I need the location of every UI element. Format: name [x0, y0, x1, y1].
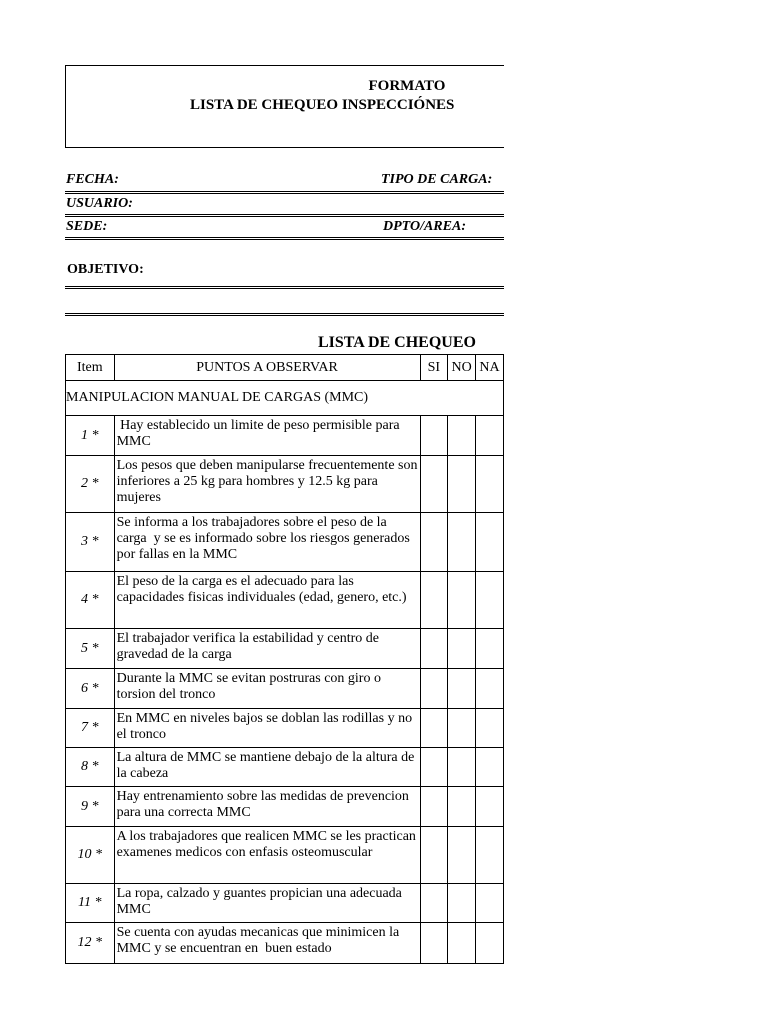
sede-underline: [65, 237, 504, 240]
item-number: 9 *: [66, 787, 115, 827]
answer-no-cell[interactable]: [448, 456, 476, 513]
answer-na-cell[interactable]: [476, 748, 504, 787]
form-title-formato: FORMATO: [368, 78, 446, 94]
table-row: [66, 884, 504, 923]
answer-no-cell[interactable]: [448, 709, 476, 748]
answer-na-cell[interactable]: [476, 572, 504, 629]
checklist-title: LISTA DE CHEQUEO: [318, 334, 476, 351]
objetivo-line-2: [65, 313, 504, 316]
item-number: 4 *: [66, 572, 115, 629]
answer-si-cell[interactable]: [420, 827, 448, 884]
dpto-area-label: DPTO/AREA:: [383, 219, 466, 234]
observation-cell: [114, 572, 420, 629]
answer-si-cell[interactable]: [420, 572, 448, 629]
answer-no-cell[interactable]: [448, 923, 476, 964]
answer-na-cell[interactable]: [476, 827, 504, 884]
observation-cell: [114, 513, 420, 572]
answer-no-cell[interactable]: [448, 629, 476, 669]
observation-text: El peso de la carga es el adecuado para las capacidades fisicas individuales (edad, genero, etc.): [116, 574, 407, 605]
answer-si-cell[interactable]: [420, 923, 448, 964]
table-row: [66, 669, 504, 709]
item-number: 8 *: [66, 748, 115, 787]
table-row: [66, 572, 504, 629]
item-number: 10 *: [66, 827, 115, 884]
fecha-label: FECHA:: [66, 172, 119, 187]
col-header-si: SI: [420, 355, 448, 381]
item-number: 3 *: [66, 513, 115, 572]
table-row: [66, 629, 504, 669]
answer-si-cell[interactable]: [420, 513, 448, 572]
table-header-row: [66, 355, 504, 381]
checklist-table: [65, 354, 504, 964]
item-number: 6 *: [66, 669, 115, 709]
answer-si-cell[interactable]: [420, 629, 448, 669]
answer-si-cell[interactable]: [420, 787, 448, 827]
observation-text: En MMC en niveles bajos se doblan las rodillas y no el tronco: [116, 711, 416, 742]
item-number: 2 *: [66, 456, 115, 513]
answer-na-cell[interactable]: [476, 709, 504, 748]
item-number: 12 *: [66, 923, 115, 964]
answer-no-cell[interactable]: [448, 572, 476, 629]
col-header-no: NO: [448, 355, 476, 381]
observation-cell: [114, 787, 420, 827]
usuario-underline: [65, 214, 504, 217]
col-header-item: Item: [66, 355, 115, 381]
answer-no-cell[interactable]: [448, 787, 476, 827]
table-row: [66, 709, 504, 748]
observation-cell: [114, 709, 420, 748]
table-row: [66, 748, 504, 787]
answer-si-cell[interactable]: [420, 709, 448, 748]
observation-text: El trabajador verifica la estabilidad y centro de gravedad de la carga: [116, 631, 383, 662]
table-row: [66, 416, 504, 456]
answer-na-cell[interactable]: [476, 416, 504, 456]
table-row: [66, 787, 504, 827]
answer-no-cell[interactable]: [448, 827, 476, 884]
form-title-lista: LISTA DE CHEQUEO INSPECCIÓNES: [190, 97, 455, 113]
answer-na-cell[interactable]: [476, 513, 504, 572]
answer-na-cell[interactable]: [476, 456, 504, 513]
observation-cell: [114, 748, 420, 787]
answer-si-cell[interactable]: [420, 416, 448, 456]
observation-cell: [114, 923, 420, 964]
answer-si-cell[interactable]: [420, 884, 448, 923]
answer-si-cell[interactable]: [420, 669, 448, 709]
item-number: 7 *: [66, 709, 115, 748]
answer-na-cell[interactable]: [476, 629, 504, 669]
objetivo-label: OBJETIVO:: [67, 262, 144, 277]
observation-text: Hay establecido un limite de peso permisible para MMC: [116, 418, 404, 449]
table-row: [66, 923, 504, 964]
item-number: 1 *: [66, 416, 115, 456]
table-row: [66, 513, 504, 572]
col-header-na: NA: [476, 355, 504, 381]
observation-cell: [114, 416, 420, 456]
observation-text: Durante la MMC se evitan postruras con giro o torsion del tronco: [116, 671, 385, 702]
answer-si-cell[interactable]: [420, 456, 448, 513]
tipo-carga-label: TIPO DE CARGA:: [381, 172, 493, 187]
observation-text: Se informa a los trabajadores sobre el peso de la carga y se es informado sobre los riesgos generados por fallas en la MMC: [116, 515, 414, 562]
observation-text: Se cuenta con ayudas mecanicas que minimicen la MMC y se encuentran en buen estado: [116, 925, 403, 956]
observation-cell: [114, 456, 420, 513]
objetivo-line-1: [65, 286, 504, 289]
observation-text: La ropa, calzado y guantes propician una adecuada MMC: [116, 886, 406, 917]
observation-text: Los pesos que deben manipularse frecuentemente son inferiores a 25 kg para hombres y 12.5 kg para mujeres: [116, 458, 421, 505]
answer-si-cell[interactable]: [420, 748, 448, 787]
fecha-underline: [65, 191, 504, 194]
observation-cell: [114, 669, 420, 709]
sede-label: SEDE:: [66, 219, 108, 234]
answer-no-cell[interactable]: [448, 669, 476, 709]
answer-no-cell[interactable]: [448, 416, 476, 456]
answer-na-cell[interactable]: [476, 923, 504, 964]
observation-text: Hay entrenamiento sobre las medidas de prevencion para una correcta MMC: [116, 789, 413, 820]
answer-no-cell[interactable]: [448, 513, 476, 572]
answer-na-cell[interactable]: [476, 669, 504, 709]
table-row: [66, 456, 504, 513]
observation-cell: [114, 884, 420, 923]
col-header-puntos: PUNTOS A OBSERVAR: [114, 355, 420, 381]
answer-no-cell[interactable]: [448, 884, 476, 923]
section-title: MANIPULACION MANUAL DE CARGAS (MMC): [66, 381, 504, 416]
section-row: [66, 381, 504, 416]
answer-no-cell[interactable]: [448, 748, 476, 787]
observation-cell: [114, 629, 420, 669]
table-row: [66, 827, 504, 884]
observation-cell: [114, 827, 420, 884]
observation-text: A los trabajadores que realicen MMC se les practican examenes medicos con enfasis osteomuscular: [116, 829, 420, 860]
observation-text: La altura de MMC se mantiene debajo de la altura de la cabeza: [116, 750, 418, 781]
answer-na-cell[interactable]: [476, 787, 504, 827]
item-number: 11 *: [66, 884, 115, 923]
usuario-label: USUARIO:: [66, 196, 133, 211]
item-number: 5 *: [66, 629, 115, 669]
answer-na-cell[interactable]: [476, 884, 504, 923]
